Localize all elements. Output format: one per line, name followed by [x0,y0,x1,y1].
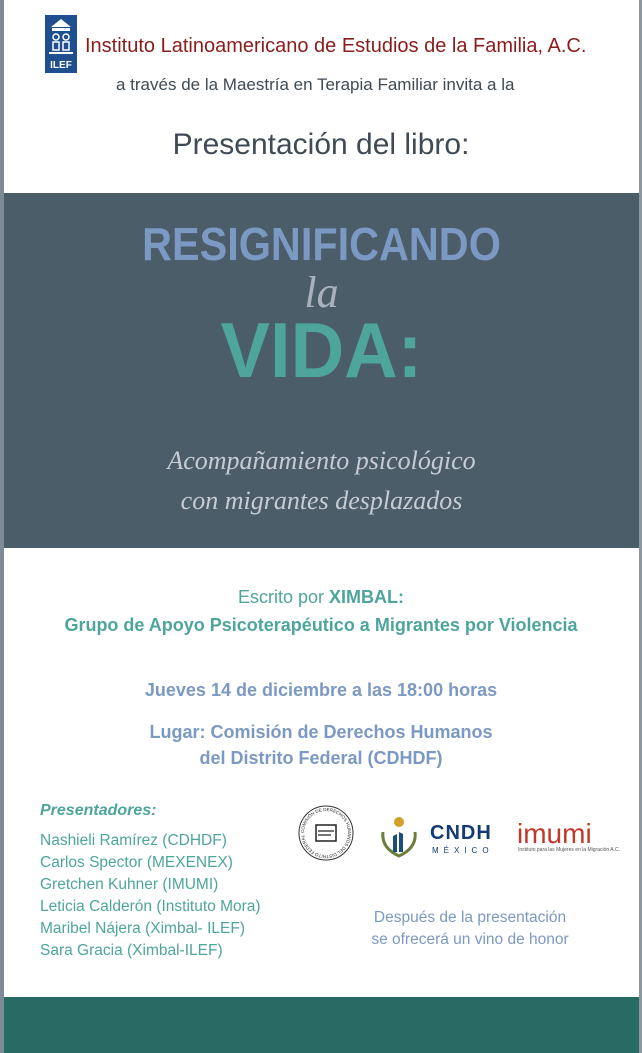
presenter-name: Sara Gracia (Ximbal-ILEF) [40,942,223,959]
cdhdf-logo [298,805,354,861]
author-group: Grupo de Apoyo Psicoterapéutico a Migrantes por Violencia [64,615,578,635]
presenter-name: Leticia Calderón (Instituto Mora) [40,898,261,915]
title-resignificando: RESIGNIFICANDO [142,218,501,270]
title-la: la [304,268,339,317]
presenter-name: Gretchen Kuhner (IMUMI) [40,876,219,893]
author-line [0,587,642,608]
event-date: Jueves 14 de diciembre a las 18:00 horas [144,680,498,700]
subtitle-line-2: con migrantes desplazados [180,486,463,515]
invitation-line: a través de la Maestría en Terapia Familiar invita a la [116,75,515,94]
logo-text: ILEF [50,60,72,71]
presenters-heading: Presentadores: [40,802,157,819]
presenter-name: Carlos Spector (MEXENEX) [40,854,233,871]
institution-name: Instituto Latinoamericano de Estudios de la Familia, A.C. [85,35,587,57]
imumi-logo-text: imumi [517,818,592,849]
note-line-1: Después de la presentación [373,909,567,926]
author-prefix: Escrito por [237,587,324,607]
ilef-logo [45,15,77,73]
cdhdf-ring-text: COMISIÓN DE DERECHOS HUMANOS DEL DISTRITO FEDERAL [299,806,353,860]
footer-bar [4,997,639,1053]
note-line-2: se ofrecerá un vino de honor [371,931,569,948]
reception-note [320,907,620,951]
presenters-list [40,830,261,962]
presenter-name: Nashieli Ramírez (CDHDF) [40,832,227,849]
event-place-line-1: Lugar: Comisión de Derechos Humanos [149,722,493,742]
event-place-line-2: del Distrito Federal (CDHDF) [199,748,443,768]
book-title-panel [4,193,639,548]
cndh-logo-text: CNDH [430,822,492,844]
book-subtitle [4,441,639,521]
imumi-logo-subtext: Instituto para las Mujeres en la Migración A.C. [518,847,620,853]
presentation-heading: Presentación del libro: [172,128,470,161]
cndh-logo-subtext: MÉXICO [432,846,494,855]
subtitle-line-1: Acompañamiento psicológico [167,446,476,475]
author-name: XIMBAL: [329,587,405,607]
svg-text:COMISIÓN DE DERECHOS HUMANOS D [300,807,352,859]
cndh-emblem-logo [375,812,423,860]
title-vida: VIDA: [220,306,423,394]
presenter-name: Maribel Nájera (Ximbal- ILEF) [40,920,245,937]
